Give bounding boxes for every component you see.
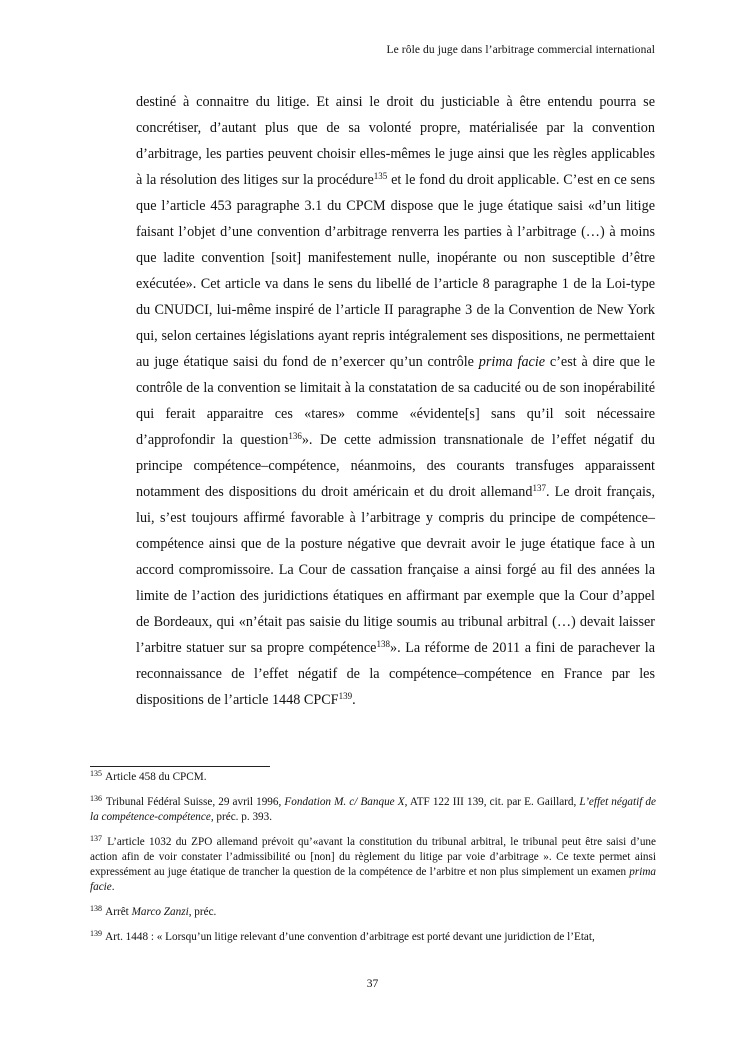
text-run: destiné à connaitre du litige. Et ainsi le droit du justiciable à être entendu pourra se concrétiser, d’autant plus que de sa volonté propre, matérialisée par la convention d’arbitrage, les parties peuvent choisir elles-mêmes le juge ainsi que les règles applicables à la résolution des litiges sur la procédure (136, 94, 655, 188)
footnote-ref-136[interactable]: 136 (288, 431, 302, 441)
text-run: ». La réforme de 2011 a fini de parachever la reconnaissance de l’effet négatif de la compétence–compétence en France par les dispositions de l’article 1448 CPCF (136, 640, 655, 708)
footnote-text: . (111, 881, 115, 893)
footnote-ref-135[interactable]: 135 (373, 171, 388, 181)
footnote-text: préc. p. 393. (213, 811, 273, 823)
footnote-ref-137[interactable]: 137 (532, 483, 546, 493)
footnote-text: Arrêt (103, 906, 132, 918)
case-name: Marco Zanzi (131, 906, 189, 918)
footnote-separator (90, 766, 270, 767)
footnote-text: Article 458 du CPCM. (103, 771, 207, 783)
footnotes (90, 770, 656, 955)
footnote-136 (90, 795, 656, 825)
text-run: ». De cette admission transnationale de l’effet négatif du principe compétence–compétence, néanmoins, des courants transfuges apparaissent notamment des dispositions du droit américain et du droit allemand (136, 432, 656, 500)
footnote-text: Art. 1448 : « Lorsqu’un litige relevant d’une convention d’arbitrage est porté devant une juridiction de l’Etat, (103, 931, 595, 943)
footnote-number: 137 (90, 834, 102, 843)
footnote-text: L’article 1032 du ZPO allemand prévoit qu’«avant la constitution du tribunal arbitral, le tribunal peut être saisi d’une action afin de voir constater l’admissibilité ou [non] du règlement du litige par voie d’arbitrage ». Ce texte permet ainsi expressément au juge étatique de trancher la question de la compétence de l’arbitre et non plus simplement un examen (90, 836, 656, 878)
footnote-number: 139 (90, 929, 102, 938)
footnote-ref-138[interactable]: 138 (376, 639, 390, 649)
footnote-text: , ATF 122 III 139, cit. par E. Gaillard, (404, 796, 580, 808)
text-run: . (352, 692, 356, 708)
paragraph (136, 89, 655, 713)
italic-term: prima facie (478, 354, 546, 370)
footnote-number: 138 (90, 904, 102, 913)
running-header: Le rôle du juge dans l’arbitrage commercial international (386, 44, 655, 56)
footnote-text: Tribunal Fédéral Suisse, 29 avril 1996, (103, 796, 285, 808)
text-run: c’est à dire que le contrôle de la convention se limitait à la constatation de sa caducité ou de son inopérabilité qui ferait apparaitre ces «tares» comme «évidente[s] sans qu’il soit nécessaire d’approfondir la question (136, 354, 655, 448)
text-run: et le fond du droit applicable. C’est en ce sens que l’article 453 paragraphe 3.1 du CPCM dispose que le juge étatique saisi «d’un litige faisant l’objet d’une convention d’arbitrage renverra les parties à l’arbitrage (…) à moins que ladite convention [soit] manifestement nulle, inopérante ou non susceptible d’être exécutée». Cet article va dans le sens du libellé de l’article 8 paragraphe 1 de la Loi-type du CNUDCI, lui-même inspiré de l’article II paragraphe 3 de la Convention de New York qui, selon certaines législations ayant repris intégralement ses dispositions, ne permettaient au juge étatique saisi du fond de n’exercer qu’un contrôle (136, 172, 655, 370)
footnote-138 (90, 905, 656, 920)
footnote-139 (90, 930, 656, 945)
footnote-ref-139[interactable]: 139 (338, 691, 353, 701)
work-title: L’effet négatif de la compétence-compétence, (90, 796, 656, 823)
footnote-137 (90, 835, 656, 895)
footnote-135 (90, 770, 656, 785)
text-run: . Le droit français, lui, s’est toujours affirmé favorable à l’arbitrage y compris du principe de compétence– compétence ainsi que de la posture négative que devrait avoir le juge étatique face à un accord compromissoire. La Cour de cassation française a ainsi forgé au fil des années la limite de l’action des juridictions étatiques en affirmant par exemple que la Cour d’appel de Bordeaux, qui «n’était pas saisie du litige soumis au tribunal arbitral (…) devait laisser l’arbitre statuer sur sa propre compétence (136, 484, 656, 656)
case-name: Fondation M. c/ Banque X (284, 796, 405, 808)
footnote-number: 136 (90, 794, 102, 803)
page-number: 37 (366, 978, 379, 990)
footnote-text: , préc. (188, 906, 217, 918)
italic-term: prima facie (90, 866, 656, 893)
body-paragraph (136, 89, 655, 713)
footnote-number: 135 (90, 769, 102, 778)
